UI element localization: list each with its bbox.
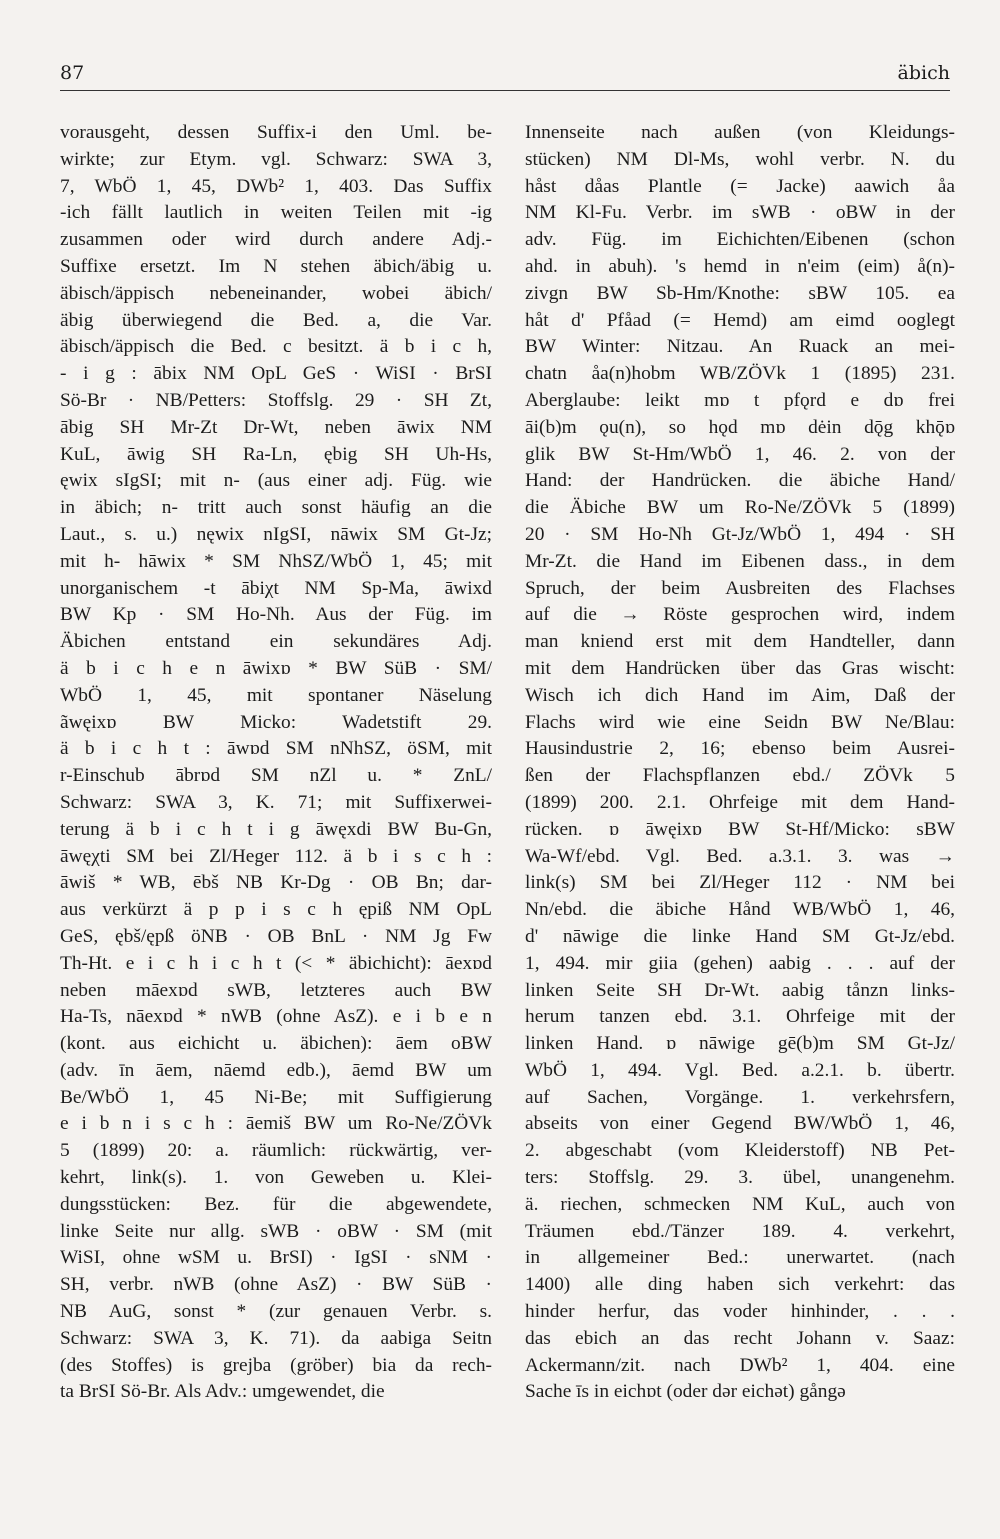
header-keyword: äbich xyxy=(897,62,950,84)
text-line: Flachs wird wie eine Seidn BW Ne/Blau: xyxy=(525,711,955,733)
text-line: WbÖ 1, 45, mit spontaner Näselung xyxy=(60,684,492,706)
text-line: (1899) 200. 2.1. Ohrfeige mit dem Hand- xyxy=(525,791,955,813)
text-line: Wisch ich dich Hand im Aim, Daß der xyxy=(525,684,955,706)
text-line: 20 · SM Ho-Nh Gt-Jz/WbÖ 1, 494 · SH xyxy=(525,523,955,545)
text-line: e i b n i s c h : āemiš BW um Ro-Ne/ZÖVk xyxy=(60,1113,492,1135)
text-line: ä b i c h t : āwɒd SM nNhSZ, öSM, mit xyxy=(60,738,492,760)
text-line: Schwarz: SWA 3, K. 71). da aabiga Seitn xyxy=(60,1327,492,1349)
text-line: ãwęixɒ BW Micko: Wadetstift 29. xyxy=(60,711,492,733)
text-line: zusammen oder wird durch andere Adj.- xyxy=(60,229,492,251)
text-line: rücken. ɒ āwęixɒ BW St-Hf/Micko: sBW xyxy=(525,818,955,840)
text-line: äbisch/äppisch die Bed. c besitzt. ä b i c h, xyxy=(60,336,492,358)
text-line: 5 (1899) 20: a. räumlich: rückwärtig, ver- xyxy=(60,1140,492,1162)
text-line: Th-Ht. e i c h i c h t (< * äbichicht): āexɒd xyxy=(60,952,492,974)
text-line: NB AuG, sonst * (zur genauen Verbr. s. xyxy=(60,1301,492,1323)
text-line: 2. abgeschabt (vom Kleiderstoff) NB Pet- xyxy=(525,1140,955,1162)
text-line: håst dåas Plantle (= Jacke) aawich åa xyxy=(525,175,955,197)
text-line: Mr-Zt. die Hand im Eibenen dass., in dem xyxy=(525,550,955,572)
text-line: in äbich; n- tritt auch sonst häufig an die xyxy=(60,497,492,519)
text-line: 1400) alle ding haben sich verkehrt: das xyxy=(525,1274,955,1296)
text-line: dungsstücken: Bez. für die abgewendete, xyxy=(60,1193,492,1215)
text-line: linke Seite nur allg. sWB · oBW · SM (mit xyxy=(60,1220,492,1242)
text-line: Schwarz: SWA 3, K. 71; mit Suffixerwei- xyxy=(60,791,492,813)
text-line: BW Kp · SM Ho-Nh. Aus der Füg. im xyxy=(60,604,492,626)
text-line: herum tanzen ebd. 3.1. Ohrfeige mit der xyxy=(525,1006,955,1028)
text-line: auf Sachen, Vorgänge. 1. verkehrsfern, xyxy=(525,1086,955,1108)
text-line: Innenseite nach außen (von Kleidungs- xyxy=(525,122,955,143)
text-line: d' nāwige die linke Hand SM Gt-Jz/ebd. xyxy=(525,925,955,947)
text-line: håt d' Pfåad (= Hemd) am eimd ooglegt xyxy=(525,309,955,331)
text-line: (des Stoffes) is grejba (gröber) bia da rech- xyxy=(60,1354,492,1376)
text-line: hinder herfur, das voder hinhinder, . . . xyxy=(525,1301,955,1323)
text-line: WbÖ 1, 494. Vgl. Bed. a.2.1. b. übertr. xyxy=(525,1059,955,1081)
text-line: die Äbiche BW um Ro-Ne/ZÖVk 5 (1899) xyxy=(525,497,955,519)
text-line: kehrt, link(s). 1. von Geweben u. Klei- xyxy=(60,1167,492,1189)
text-line: Sö-Br · NB/Petters: Stoffslg. 29 · SH Zt, xyxy=(60,389,492,411)
text-line: āi(b)m ǫu(n), so hǫd mɒ dėin dǭg khǭɒ xyxy=(525,416,955,438)
text-line: 7, WbÖ 1, 45, DWb² 1, 403. Das Suffix xyxy=(60,175,492,197)
right-column xyxy=(525,120,955,1406)
text-line: ters: Stoffslg. 29. 3. übel, unangenehm. xyxy=(525,1167,955,1189)
text-line: Hand: der Handrücken. die äbiche Hand/ xyxy=(525,470,955,492)
text-line: Ackermann/zit. nach DWb² 1, 404. eine xyxy=(525,1354,955,1376)
text-line: Träumen ebd./Tänzer 189. 4. verkehrt, xyxy=(525,1220,955,1242)
text-line: 1, 494. mir giia (gehen) aabig . . . auf der xyxy=(525,952,955,974)
text-line: unorganischem -t ābiχt NM Sp-Ma, āwixd xyxy=(60,577,492,599)
text-line: (adv. īn āem, nāemd edb.), āemd BW um xyxy=(60,1059,492,1081)
text-line: WiSI, ohne wSM u. BrSI) · IgSI · sNM · xyxy=(60,1247,492,1269)
text-line: Be/WbÖ 1, 45 Ni-Be; mit Suffigierung xyxy=(60,1086,492,1108)
text-line: Suffixe ersetzt. Im N stehen äbich/äbig u. xyxy=(60,255,492,277)
page-number: 87 xyxy=(60,62,85,84)
text-line: mit h- hāwix * SM NhSZ/WbÖ 1, 45; mit xyxy=(60,550,492,572)
text-line: äbisch/äppisch nebeneinander, wobei äbich/ xyxy=(60,282,492,304)
text-line: adv. Füg. im Eichichten/Eibenen (schon xyxy=(525,229,955,251)
text-line: Wa-Wf/ebd. Vgl. Bed. a.3.1. 3. was → xyxy=(525,845,955,867)
text-line: das ebich an das recht Johann v. Saaz: xyxy=(525,1327,955,1349)
text-line: Ha-Ts, nāexɒd * nWB (ohne AsZ). e i b e n xyxy=(60,1006,492,1028)
text-line: man kniend erst mit dem Handteller, dann xyxy=(525,631,955,653)
text-line: zivgn BW Sb-Hm/Knothe: sBW 105. ea xyxy=(525,282,955,304)
text-line: auf die → Röste gesprochen wird, indem xyxy=(525,604,955,626)
text-line: Aberglaube: leikt mɒ t pfǫrd e dɒ frei xyxy=(525,389,955,411)
text-line: Spruch, der beim Ausbreiten des Flachses xyxy=(525,577,955,599)
text-line: āwiš * WB, ēbš NB Kr-Dg · OB Bn; dar- xyxy=(60,872,492,894)
text-line: stücken) NM Dl-Ms, wohl verbr. N. du xyxy=(525,148,955,170)
text-line: neben māexɒd sWB, letzteres auch BW xyxy=(60,979,492,1001)
text-line: ta BrSI Sö-Br. Als Adv.: umgewendet, die xyxy=(60,1381,385,1403)
text-line: terung ä b i c h t i g āwęxdi BW Bu-Gn, xyxy=(60,818,492,840)
text-line: abseits von einer Gegend BW/WbÖ 1, 46, xyxy=(525,1113,955,1135)
text-line: in allgemeiner Bed.: unerwartet. (nach xyxy=(525,1247,955,1269)
text-line: r-Einschub ābrɒd SM nZl u. * ZnL/ xyxy=(60,765,492,787)
text-line: ęwix sIgSI; mit n- (aus einer adj. Füg. wie xyxy=(60,470,492,492)
text-line: glik BW St-Hm/WbÖ 1, 46. 2. von der xyxy=(525,443,955,465)
text-line: Sache īs in eichɒt (oder dər eichət) gångə xyxy=(525,1381,846,1403)
text-line: - i g : ābix NM OpL GeS · WiSI · BrSI xyxy=(60,363,492,385)
text-line: link(s) SM bei Zl/Heger 112 · NM bei xyxy=(525,872,955,894)
text-line: āwęχti SM bei Zl/Heger 112. ä b i s c h : xyxy=(60,845,492,867)
text-line: -ich fällt lautlich in weiten Teilen mit -ig xyxy=(60,202,492,224)
text-line: linken Seite SH Dr-Wt. aabig tånzn links- xyxy=(525,979,955,1001)
text-line: aus verkürzt ä p p i s c h ępiß NM OpL xyxy=(60,899,492,921)
text-line: Hausindustrie 2, 16; ebenso beim Ausrei- xyxy=(525,738,955,760)
text-line: Äbichen entstand ein sekundäres Adj. xyxy=(60,631,492,653)
text-line: ßen der Flachspflanzen ebd./ ZÖVk 5 xyxy=(525,765,955,787)
text-line: Laut., s. u.) nęwix nIgSI, nāwix SM Gt-Jz; xyxy=(60,523,492,545)
text-line: vorausgeht, dessen Suffix-i den Uml. be- xyxy=(60,122,492,143)
text-line: linken Hand. ɒ nāwige gē(b)m SM Gt-Jz/ xyxy=(525,1033,955,1055)
left-column xyxy=(60,120,492,1406)
text-line: ä b i c h e n āwixɒ * BW SüB · SM/ xyxy=(60,657,492,679)
running-header xyxy=(60,58,950,91)
text-line: KuL, āwig SH Ra-Ln, ębig SH Uh-Hs, xyxy=(60,443,492,465)
text-line: wirkte; zur Etym. vgl. Schwarz: SWA 3, xyxy=(60,148,492,170)
text-line: BW Winter: Nitzau. An Ruack an mei- xyxy=(525,336,955,358)
text-line: äbig überwiegend die Bed. a, die Var. xyxy=(60,309,492,331)
text-line: ahd. in abuh). 's hemd in n'eim (eim) å(n)- xyxy=(525,255,955,277)
text-line: Nn/ebd. die äbiche Hånd WB/WbÖ 1, 46, xyxy=(525,899,955,921)
text-line: SH, verbr. nWB (ohne AsZ) · BW SüB · xyxy=(60,1274,492,1296)
text-line: ä. riechen, schmecken NM KuL, auch von xyxy=(525,1193,955,1215)
text-line: chatn åa(n)hobm WB/ZÖVk 1 (1895) 231. xyxy=(525,363,955,385)
text-line: GeS, ębš/ępß öNB · OB BnL · NM Jg Fw xyxy=(60,925,492,947)
text-line: ābig SH Mr-Zt Dr-Wt, neben āwix NM xyxy=(60,416,492,438)
text-line: (kont. aus eichicht u. äbichen): āem oBW xyxy=(60,1033,492,1055)
text-line: NM Kl-Fu. Verbr. im sWB · oBW in der xyxy=(525,202,955,224)
text-line: mit dem Handrücken über das Gras wischt: xyxy=(525,657,955,679)
